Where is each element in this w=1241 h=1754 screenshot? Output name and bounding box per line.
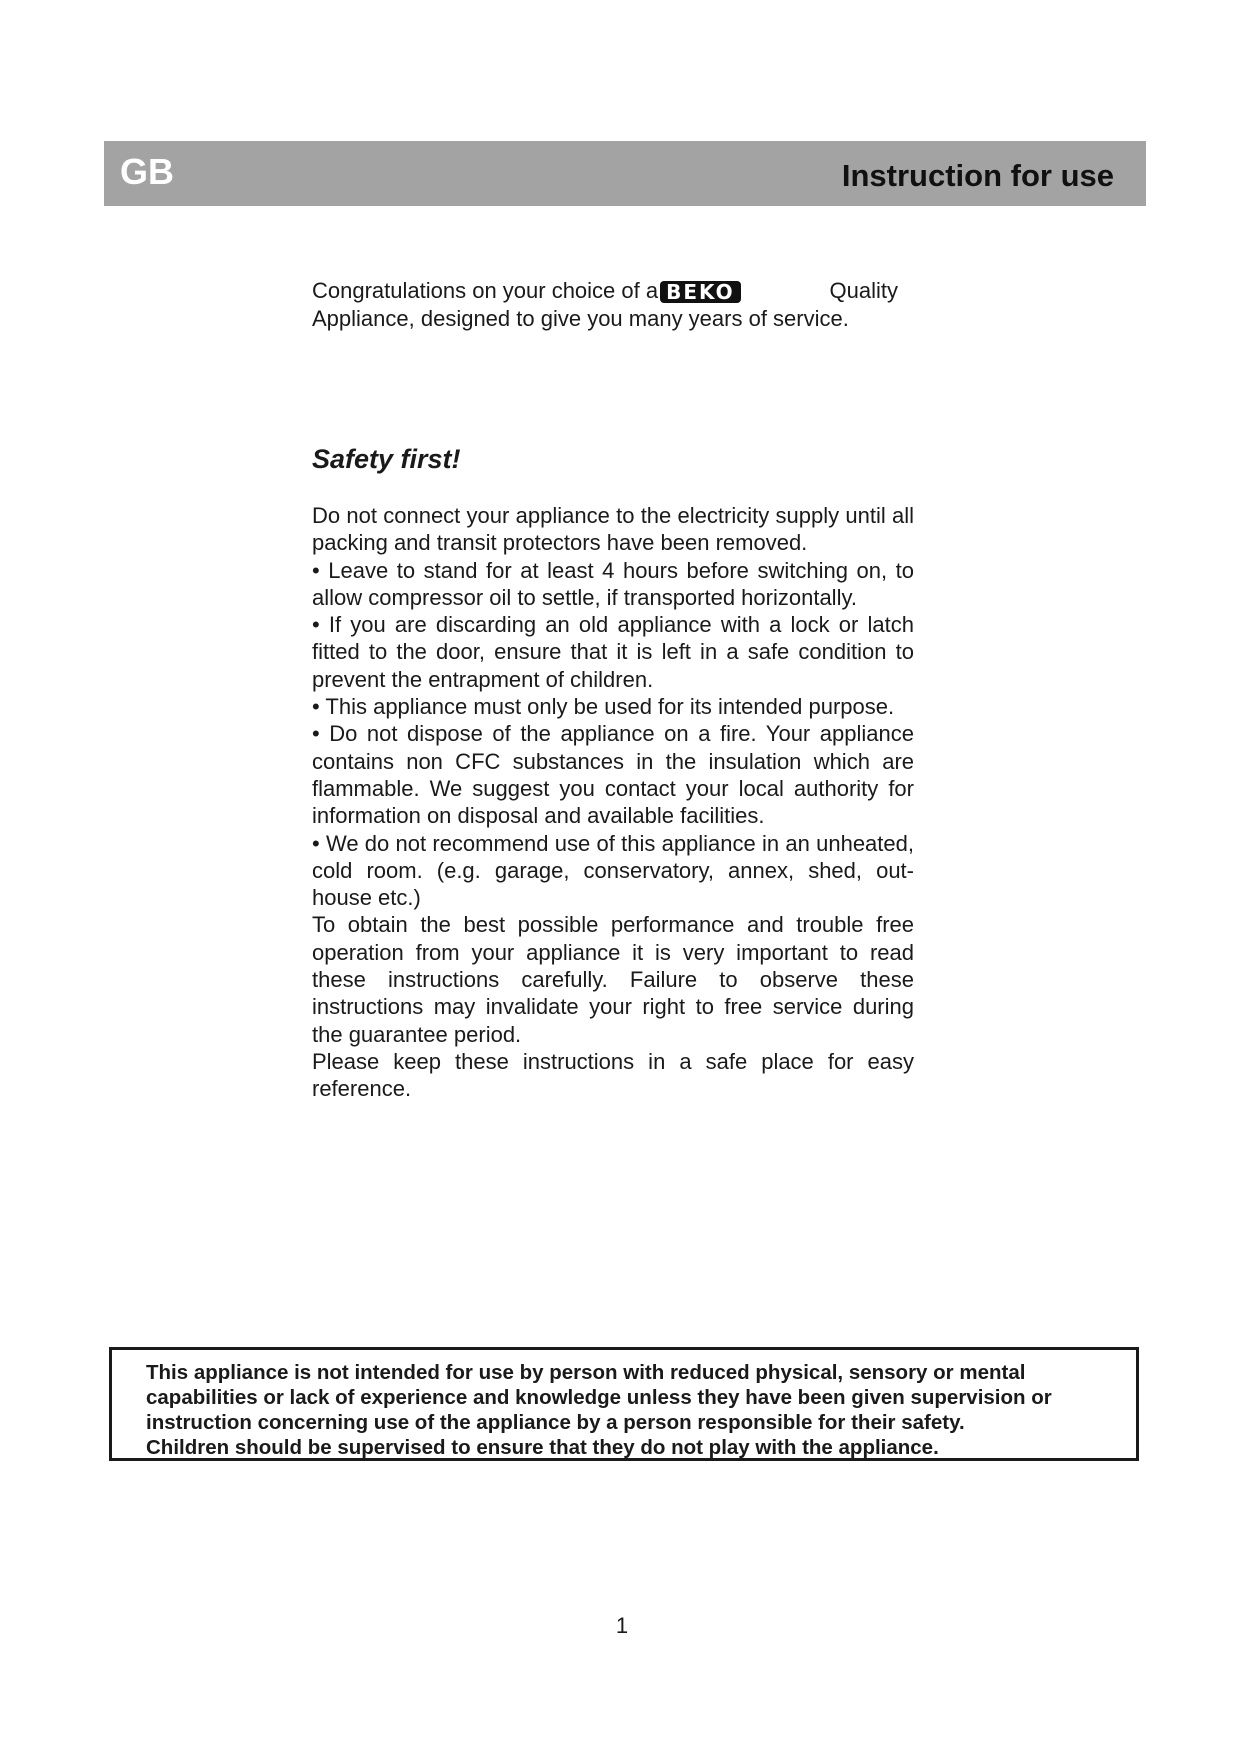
safety-paragraph: Please keep these instructions in a safe place for easy reference. bbox=[312, 1048, 914, 1102]
safety-bullet: • Leave to stand for at least 4 hours before switching on, to allow compressor oil to settle, if transported horizontally. bbox=[312, 557, 914, 610]
safety-bullet: • This appliance must only be used for its intended purpose. bbox=[312, 694, 895, 720]
safety-heading: Safety first! bbox=[312, 444, 461, 474]
safety-bullet: • We do not recommend use of this appliance in an unheated, cold room. (e.g. garage, conservatory, annex, shed, out-house etc.) bbox=[312, 830, 914, 911]
intro-paragraph bbox=[312, 277, 898, 333]
safety-paragraph: Do not connect your appliance to the electricity supply until all packing and transit protectors have been removed. bbox=[312, 503, 914, 556]
intro-text-before-brand: Congratulations on your choice of a BEKO bbox=[312, 277, 741, 305]
page-number: 1 bbox=[615, 1613, 629, 1638]
safety-bullet: • If you are discarding an old appliance with a lock or latch fitted to the door, ensure that it is left in a safe condition to prevent the entrapment of children. bbox=[312, 612, 914, 692]
intro-line-2: Appliance, designed to give you many years of service. bbox=[312, 306, 849, 331]
notice-paragraph-2: Children should be supervised to ensure that they do not play with the appliance. bbox=[146, 1436, 939, 1459]
safety-bullet: • Do not dispose of the appliance on a fire. Your appliance contains non CFC substances in the insulation which are flammable. We suggest you contact your local authority for information on disposal and available facilities. bbox=[312, 721, 914, 829]
notice-box bbox=[109, 1347, 1139, 1461]
notice-paragraph-1: This appliance is not intended for use by person with reduced physical, sensory or mental capabilities or lack of experience and knowledge unless they have been given supervision or instruction concerning use of the appliance by a person responsible for their safety. bbox=[146, 1361, 1052, 1434]
intro-line-1 bbox=[312, 277, 898, 305]
country-code: GB bbox=[120, 151, 174, 192]
header-bar bbox=[104, 141, 1146, 206]
beko-logo: BEKO bbox=[660, 281, 741, 303]
intro-text-after-brand: Quality bbox=[829, 278, 898, 303]
document-title: Instruction for use bbox=[841, 158, 1114, 193]
safety-paragraph: To obtain the best possible performance and trouble free operation from your appliance it is very important to read these instructions carefully. Failure to observe these instructions may invalidate your right to free service during the guarantee period. bbox=[312, 912, 914, 1047]
safety-body bbox=[312, 502, 914, 1103]
